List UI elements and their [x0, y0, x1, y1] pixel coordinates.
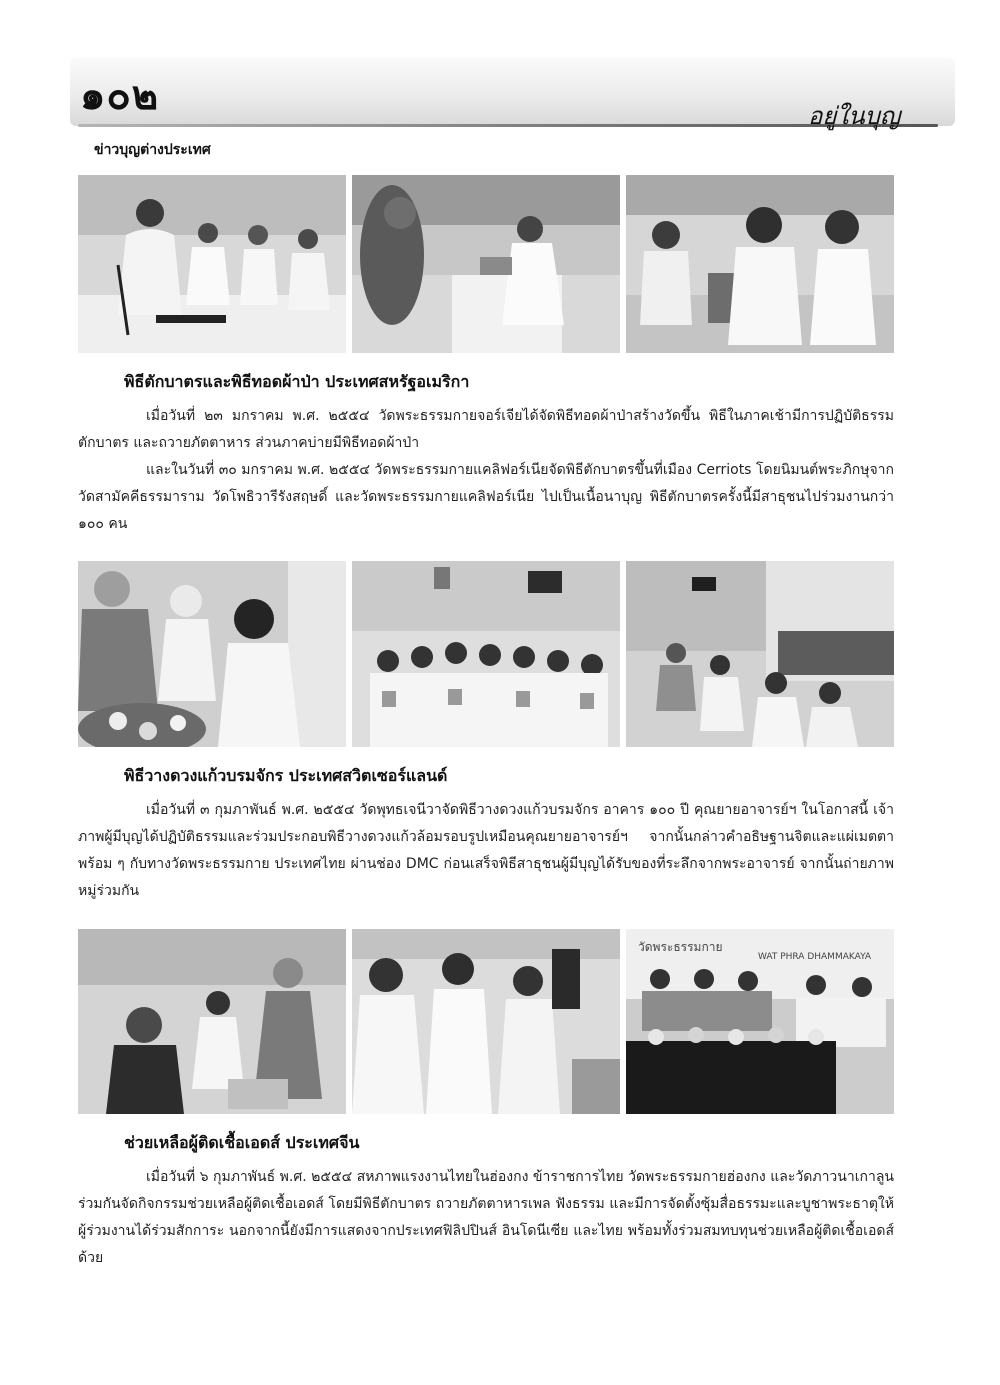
photo-swiss-group-holding-gifts — [352, 561, 620, 747]
photo-row-switzerland — [78, 561, 894, 747]
article-title: ช่วยเหลือผู้ติดเชื้อเอดส์ ประเทศจีน — [124, 1133, 360, 1152]
photo-swiss-meditation-room — [626, 561, 894, 747]
article-paragraph: เมื่อวันที่ ๖ กุมภาพันธ์ พ.ศ. ๒๕๕๔ สหภาพแรงงานไทยในฮ่องกง ข้าราชการไทย วัดพระธรรมกายฮ่องกง และวัดภาวนาเกาลูน ร่วมกันจัดกิจกรรมช่วยเหลือผู้ติดเชื้อเอดส์ โดยมีพิธีตักบาตร ถวายภัตตาหารเพล ฟังธรรม และมีการจัดตั้งซุ้มสื่อธรรมะและบูชาพระธาตุให้ผู้ร่วมงานได้ร่วมสักการะ นอกจากนี้ยังมีการแสดงจากประเทศฟิลิปปินส์ อินโดนีเซีย และไทย พร้อมทั้งร่วมสมทบทุนช่วยเหลือผู้ติดเชื้อเอดส์ด้วย — [78, 1169, 894, 1266]
photo-china-women-praying — [352, 929, 620, 1114]
article-china — [78, 1132, 894, 1272]
article-paragraph: เมื่อวันที่ ๓ กุมภาพันธ์ พ.ศ. ๒๕๕๔ วัดพุทธเจนีวาจัดพิธีวางดวงแก้วบรมจักร อาคาร ๑๐๐ ปี คุณยายอาจารย์ฯ ในโอกาสนี้ เจ้าภาพผู้มีบุญได้ปฏิบัติธรรมและร่วมประกอบพิธีวางดวงแก้วล้อมรอบรูปเหมือนคุณยายอาจารย์ฯ จากนั้นกล่าวคำอธิษฐานจิตและแผ่เมตตาพร้อม ๆ กับทางวัดพระธรรมกาย ประเทศไทย ผ่านช่อง DMC ก่อนเสร็จพิธีสาธุชนผู้มีบุญได้รับของที่ระลึกจากพระอาจารย์ จากนั้นถ่ายภาพหมู่ร่วมกัน — [78, 802, 894, 899]
photo-swiss-placing-crystal-ball — [78, 561, 346, 747]
photo-row-usa — [78, 175, 894, 353]
photo-row-china — [78, 929, 894, 1114]
photo-usa-ceremony-speaker — [78, 175, 346, 353]
section-label: ข่าวบุญต่างประเทศ — [94, 142, 211, 158]
article-switzerland — [78, 765, 894, 905]
article-title: พิธีตักบาตรและพิธีทอดผ้าป่า ประเทศสหรัฐอเมริกา — [124, 372, 470, 391]
photo-usa-offering-to-monk — [352, 175, 620, 353]
article-paragraph: เมื่อวันที่ ๒๓ มกราคม พ.ศ. ๒๕๕๔ วัดพระธรรมกายจอร์เจียได้จัดพิธีทอดผ้าป่าสร้างวัดขึ้น พิธีในภาคเช้ามีการปฏิบัติธรรม ตักบาตร และถวายภัตตาหาร ส่วนภาคบ่ายมีพิธีทอดผ้าป่า — [78, 408, 894, 451]
article-title: พิธีวางดวงแก้วบรมจักร ประเทศสวิตเซอร์แลนด์ — [124, 766, 448, 785]
photo-china-exhibition-booth — [626, 929, 894, 1114]
page-number: ๑๐๒ — [80, 73, 160, 119]
photo-sign-left: วัดพระธรรมกาย — [638, 940, 723, 954]
photo-usa-women-praying — [626, 175, 894, 353]
photo-sign-right: WAT PHRA DHAMMAKAYA — [758, 952, 872, 962]
magazine-logo: อยู่ในบุญ — [808, 102, 901, 130]
article-paragraph: และในวันที่ ๓๐ มกราคม พ.ศ. ๒๕๕๔ วัดพระธรรมกายแคลิฟอร์เนียจัดพิธีตักบาตรขึ้นที่เมือง Cerriots โดยนิมนต์พระภิกษุจากวัดสามัคคีธรรมาราม วัดโพธิวารีรังสฤษดิ์ และวัดพระธรรมกายแคลิฟอร์เนีย ไปเป็นเนื้อนาบุญ พิธีตักบาตรครั้งนี้มีสาธุชนไปร่วมงานกว่า ๑๐๐ คน — [78, 462, 894, 532]
photo-china-almsgiving — [78, 929, 346, 1114]
article-usa — [78, 371, 894, 538]
